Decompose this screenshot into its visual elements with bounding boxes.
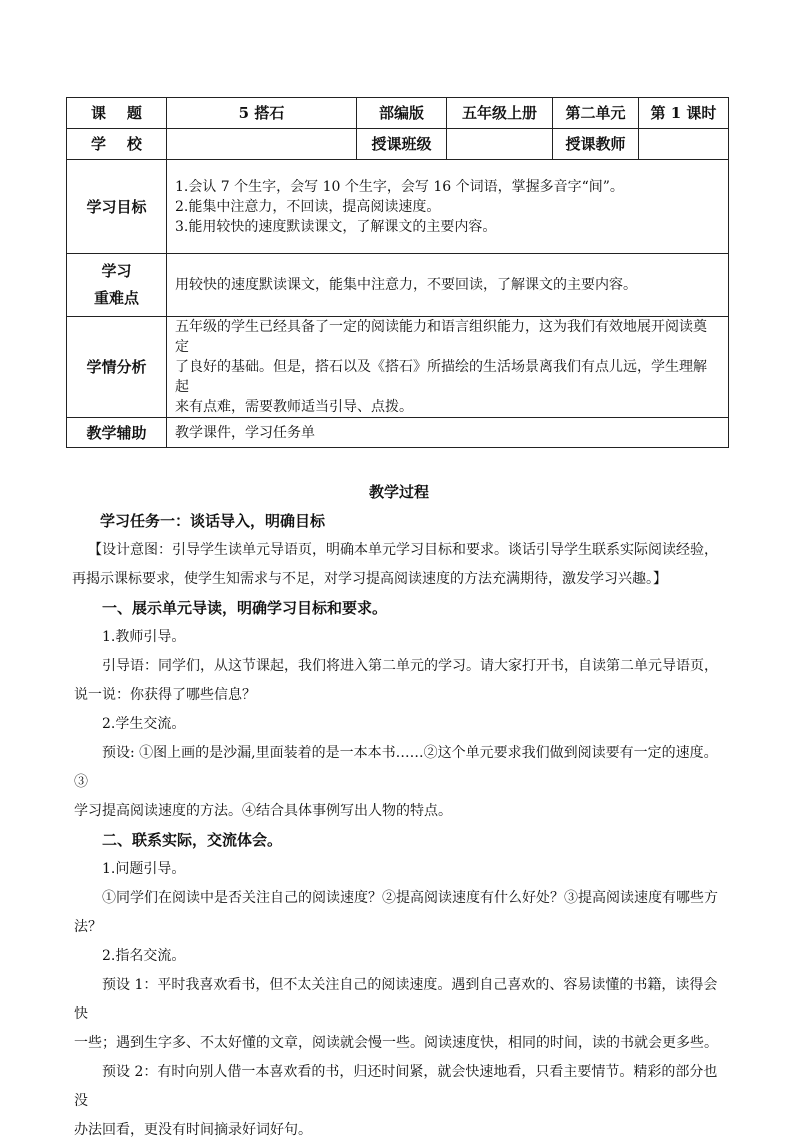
teacher-value [639, 129, 729, 160]
lesson-info-table [66, 97, 729, 448]
preset-text: 预设 2：有时向别人借一本喜欢看的书，归还时间紧，就会快速地看，只看主要情节。精彩的部分也没 办法回看，更没有时间摘录好词好句。 [74, 1064, 718, 1138]
preset-text: 预设 1：平时我喜欢看书，但不太关注自己的阅读速度。遇到自己喜欢的、容易读懂的书籍，读得会快 一些；遇到生字多、不太好懂的文章，阅读就会慢一些。阅读速度快，相同的时间，读的书就会更多些。 [74, 977, 718, 1051]
analysis-text: 五年级的学生已经具备了一定的阅读能力和语言组织能力，这为我们有效地展开阅读奠定 了良好的基础。但是，搭石以及《搭石》所描绘的生活场景离我们有点儿远，学生理解起 来有点难，需要教师适当引导、点拨。 [167, 317, 729, 418]
class-value [447, 129, 553, 160]
step: 1.教师引导。 [102, 629, 186, 645]
preset-text: 预设: ①图上画的是沙漏,里面装着的是一本本书……②这个单元要求我们做到阅读要有一定的速度。③ 学习提高阅读速度的方法。④结合具体事例写出人物的特点。 [74, 745, 718, 819]
step: 2.学生交流。 [102, 716, 186, 732]
table-row-lesson [67, 98, 729, 129]
label-teacher: 授课教师 [553, 129, 639, 160]
question-text: ①同学们在阅读中是否关注自己的阅读速度？②提高阅读速度有什么好处？③提高阅读速度有哪些方 法？ [74, 890, 718, 935]
table-row-goals [67, 160, 729, 254]
lesson-title: 5 搭石 [167, 98, 357, 129]
process-title: 教学过程 [368, 483, 429, 501]
label-goals: 学习目标 [67, 160, 167, 254]
goal-item: 3.能用较快的速度默读课文，了解课文的主要内容。 [175, 218, 497, 235]
goals-list [167, 160, 729, 254]
label-class: 授课班级 [357, 129, 447, 160]
school-value [167, 129, 357, 160]
table-row-school [67, 129, 729, 160]
label-school: 学 校 [67, 129, 167, 160]
section-heading: 二、联系实际，交流体会。 [102, 831, 283, 849]
unit: 第二单元 [553, 98, 639, 129]
step: 2.指名交流。 [102, 948, 186, 964]
grade: 五年级上册 [447, 98, 553, 129]
label-analysis: 学情分析 [67, 317, 167, 418]
edition: 部编版 [357, 98, 447, 129]
label-lesson: 课 题 [67, 98, 167, 129]
table-row-analysis [67, 317, 729, 418]
task-title: 学习任务一：谈话导入，明确目标 [100, 512, 326, 530]
key-text: 用较快的速度默读课文，能集中注意力，不要回读，了解课文的主要内容。 [167, 254, 729, 317]
teaching-process [74, 478, 724, 1145]
step: 1.问题引导。 [102, 861, 186, 877]
table-row-key [67, 254, 729, 317]
design-intent: 【设计意图：引导学生读单元导语页，明确本单元学习目标和要求。谈话引导学生联系实际阅读经验， 再揭示课标要求，使学生知需求与不足，对学习提高阅读速度的方法充满期待，激发学习兴趣。】 [72, 542, 718, 587]
table-row-aids [67, 418, 729, 448]
aids-text: 教学课件，学习任务单 [167, 418, 729, 448]
guide-text: 引导语：同学们，从这节课起，我们将进入第二单元的学习。请大家打开书，自读第二单元导语页， 说一说：你获得了哪些信息？ [74, 658, 718, 703]
label-key: 学习 重难点 [67, 254, 167, 317]
period: 第 1 课时 [639, 98, 729, 129]
section-heading: 一、展示单元导读，明确学习目标和要求。 [102, 599, 388, 617]
label-aids: 教学辅助 [67, 418, 167, 448]
goal-item: 1.会认 7 个生字，会写 10 个生字，会写 16 个词语，掌握多音字“间”。 [175, 178, 624, 195]
goal-item: 2.能集中注意力，不回读，提高阅读速度。 [175, 198, 441, 215]
